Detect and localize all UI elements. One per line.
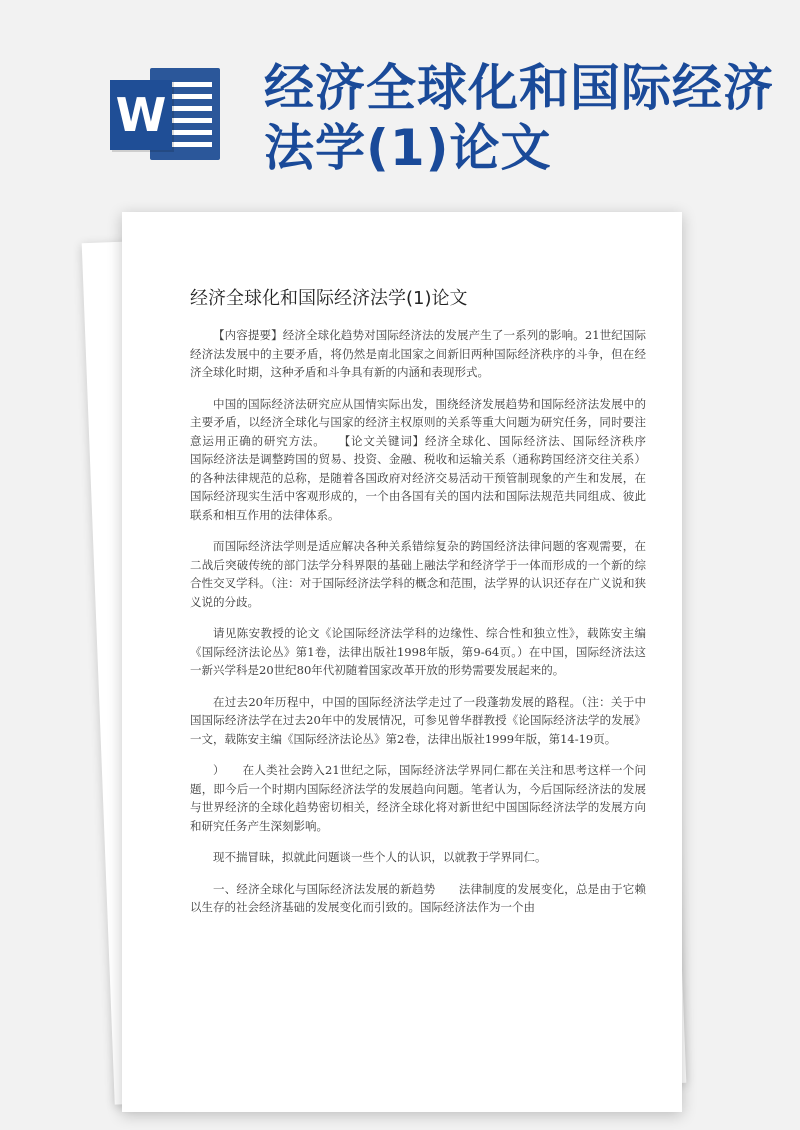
- paragraph: 【内容提要】经济全球化趋势对国际经济法的发展产生了一系列的影响。21世纪国际经济法发展中的主要矛盾，将仍然是南北国家之间新旧两种国际经济秩序的斗争，但在经济全球化时期，这种矛盾和斗争具有新的内涵和表现形式。: [190, 328, 646, 379]
- document-title: 经济全球化和国际经济法学(1)论文: [190, 288, 468, 309]
- word-document-icon: [110, 68, 220, 160]
- page-title: 经济全球化和国际经济法学(1)论文: [264, 59, 774, 177]
- paragraph: 中国的国际经济法研究应从国情实际出发，围绕经济发展趋势和国际经济法发展中的主要矛盾，以经济全球化与国家的经济主权原则的关系等重大问题为研究任务，同时要注意运用正确的研究方法。 【论文关键词】经济全球化、国际经济法、国际经济秩序 国际经济法是调整跨国的贸易、投资、金融、税收和运输关系（通称跨国经济交往关系）的各种法律规范的总称，是随着各国政府对经济交易活动干预管制现象的产生和发展，在国际经济现实生活中客观形成的，一个由各国有关的国内法和国际法规范共同组成、彼此联系和相互作用的法律体系。: [190, 396, 669, 522]
- paragraph: 请见陈安教授的论文《论国际经济法学科的边缘性、综合性和独立性》，载陈安主编《国际经济法论丛》第1卷，法律出版社1998年版，第9-64页。）在中国，国际经济法这一新兴学科是20世纪80年代初随着国家改革开放的形势需要发展起来的。: [190, 626, 646, 677]
- paragraph: 一、经济全球化与国际经济法发展的新趋势 法律制度的发展变化，总是由于它赖以生存的社会经济基础的发展变化而引致的。国际经济法作为一个由: [190, 881, 646, 914]
- word-letter-tile: [110, 80, 172, 150]
- paragraph: 在过去20年历程中，中国的国际经济法学走过了一段蓬勃发展的路程。（注：关于中国国际经济法学在过去20年中的发展情况，可参见曾华群教授《论国际经济法学的发展》一文，载陈安主编《国际经济法论丛》第2卷，法律出版社1999年版，第14-19页。: [190, 694, 646, 746]
- document-body: [190, 326, 669, 930]
- page-header: [0, 0, 800, 200]
- paragraph: ） 在人类社会跨入21世纪之际，国际经济法学界同仁都在关注和思考这样一个问题，即今后一个时期内国际经济法学的发展趋向问题。笔者认为，今后国际经济法的发展与世界经济的全球化趋势密切相关，经济全球化将对新世纪中国国际经济法学的发展方向和研究任务产生深刻影响。: [190, 763, 646, 833]
- document-page: [122, 212, 682, 1112]
- paragraph: 而国际经济法学则是适应解决各种关系错综复杂的跨国经济法律问题的客观需要，在二战后突破传统的部门法学分科界限的基础上融法学和经济学于一体而形成的一个新的综合性交叉学科。（注：对于国际经济法学科的概念和范围，法学界的认识还存在广义说和狭义说的分歧。: [190, 539, 646, 609]
- word-letter: W: [115, 88, 167, 142]
- paragraph: 现不揣冒昧，拟就此问题谈一些个人的认识，以就教于学界同仁。: [213, 850, 547, 864]
